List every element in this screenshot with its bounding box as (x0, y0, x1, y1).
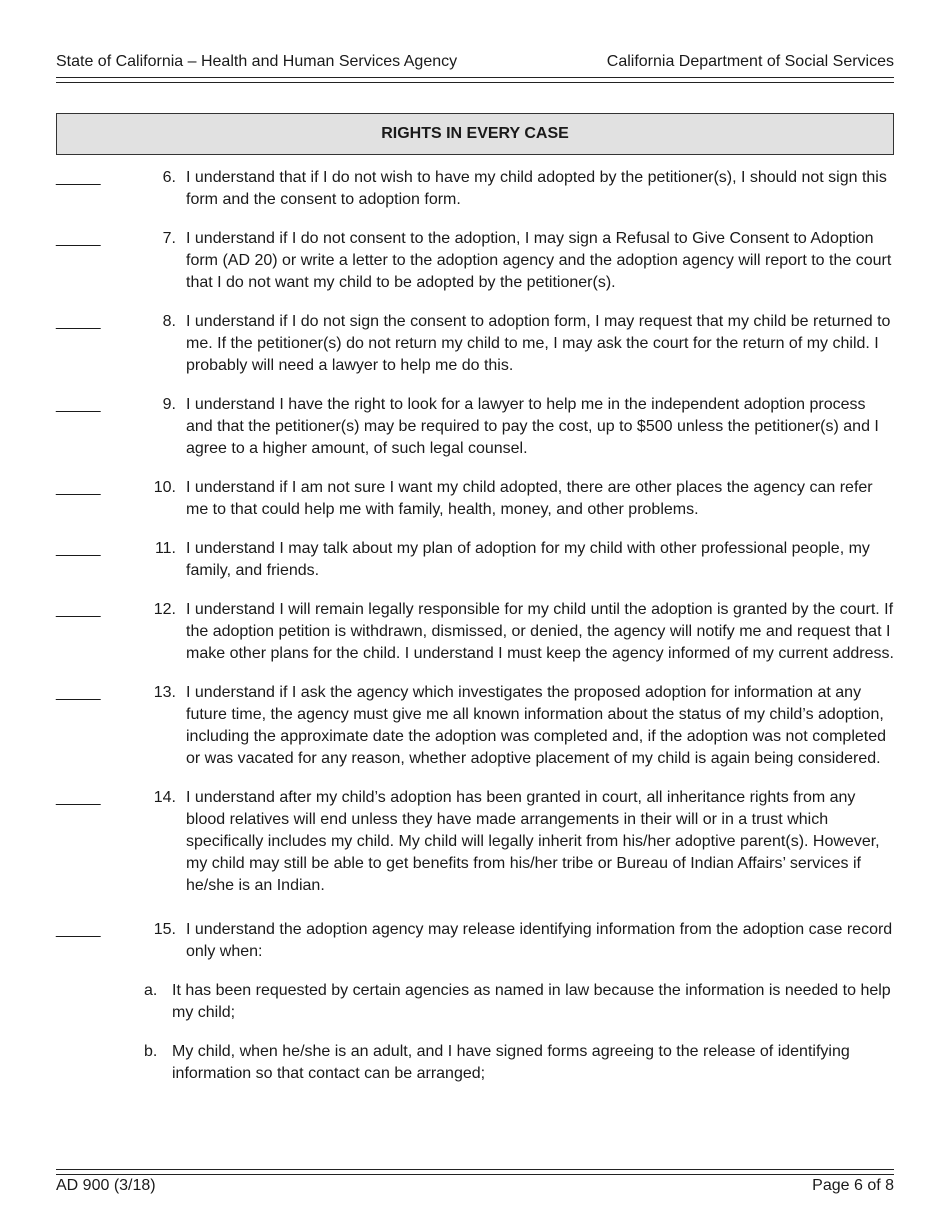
initial-blank[interactable]: _____ (56, 169, 101, 186)
page-number: Page 6 of 8 (812, 1177, 894, 1194)
initial-blank[interactable]: _____ (56, 601, 101, 618)
list-item (56, 477, 894, 521)
section-heading (56, 113, 894, 155)
item-text: I understand I may talk about my plan of adoption for my child with other professional people, my family, and friends. (186, 540, 870, 579)
item-number: 10. (153, 479, 176, 496)
item-number: 6. (162, 169, 176, 186)
item-text: I understand if I do not sign the consent to adoption form, I may request that my child be returned to me. If the petitioner(s) do not return my child to me, I may ask the court for the return of my child. I probably will need a lawyer to help me do this. (186, 313, 891, 374)
initial-blank[interactable]: _____ (56, 921, 101, 938)
item-text: I understand I have the right to look for a lawyer to help me in the independent adoption process and that the petitioner(s) may be required to pay the cost, up to $500 unless the petitioner(s) and I agree to a higher amount, of such legal counsel. (186, 396, 879, 457)
rights-list (56, 167, 894, 1085)
initial-blank[interactable]: _____ (56, 684, 101, 701)
item-text: I understand that if I do not wish to have my child adopted by the petitioner(s), I should not sign this form and the consent to adoption form. (186, 169, 887, 208)
list-item (56, 599, 894, 665)
form-id: AD 900 (3/18) (56, 1177, 156, 1194)
sub-item-text: My child, when he/she is an adult, and I have signed forms agreeing to the release of identifying information so that contact can be arranged; (172, 1043, 850, 1082)
header-rule (56, 77, 894, 83)
sub-item-letter: b. (144, 1043, 158, 1060)
initial-blank[interactable]: _____ (56, 540, 101, 557)
list-item (56, 787, 894, 897)
list-item (56, 538, 894, 582)
item-text: I understand if I ask the agency which investigates the proposed adoption for information at any future time, the agency must give me all known information about the status of my child’s adoption, including the approximate date the adoption was completed and, if the adoption was not completed or was vacated for any reason, whether adoptive placement of my child is again being considered. (186, 684, 887, 767)
item-number: 15. (153, 921, 176, 938)
initial-blank[interactable]: _____ (56, 789, 101, 806)
initial-blank[interactable]: _____ (56, 396, 101, 413)
list-item (56, 682, 894, 770)
item-text: I understand I will remain legally responsible for my child until the adoption is granted by the court. If the adoption petition is withdrawn, dismissed, or denied, the agency will notify me and request that I make other plans for the child. I understand I must keep the agency informed of my current address. (186, 601, 894, 662)
item-text: I understand after my child’s adoption has been granted in court, all inheritance rights from any blood relatives will end unless they have made arrangements in their will or in a trust which specifically includes my child. My child will legally inherit from his/her adoptive parent(s). However, my child may still be able to get benefits from his/her tribe or Bureau of Indian Affairs’ services if he/she is an Indian. (186, 789, 880, 894)
item-text: I understand if I am not sure I want my child adopted, there are other places the agency can refer me to that could help me with family, health, money, and other problems. (186, 479, 873, 518)
initial-blank[interactable]: _____ (56, 313, 101, 330)
section-title: RIGHTS IN EVERY CASE (381, 125, 569, 142)
sub-item-text: It has been requested by certain agencies as named in law because the information is needed to help my child; (172, 982, 891, 1021)
item-number: 12. (153, 601, 176, 618)
agency-name: State of California – Health and Human Services Agency (56, 53, 458, 70)
item-number: 9. (162, 396, 176, 413)
initial-blank[interactable]: _____ (56, 230, 101, 247)
list-item (56, 228, 894, 294)
list-item (56, 311, 894, 377)
item-text: I understand if I do not consent to the adoption, I may sign a Refusal to Give Consent to Adoption form (AD 20) or write a letter to the adoption agency and the adoption agency will report to the court that I do not want my child to be adopted by the petitioner(s). (186, 230, 892, 291)
sub-item-letter: a. (144, 982, 158, 999)
sub-list-item (144, 1041, 894, 1085)
list-item (56, 394, 894, 460)
footer-rule (56, 1169, 894, 1175)
department-name: California Department of Social Services (606, 53, 894, 70)
item-number: 14. (153, 789, 176, 806)
item-number: 8. (162, 313, 176, 330)
list-item (56, 167, 894, 211)
item-text: I understand the adoption agency may release identifying information from the adoption case record only when: (186, 921, 893, 960)
item-number: 13. (153, 684, 176, 701)
item-number: 11. (154, 540, 176, 557)
item-number: 7. (162, 230, 176, 247)
page-header (56, 52, 894, 72)
sub-list-item (144, 980, 894, 1024)
page-footer (56, 1176, 894, 1196)
initial-blank[interactable]: _____ (56, 479, 101, 496)
list-item (56, 919, 894, 963)
